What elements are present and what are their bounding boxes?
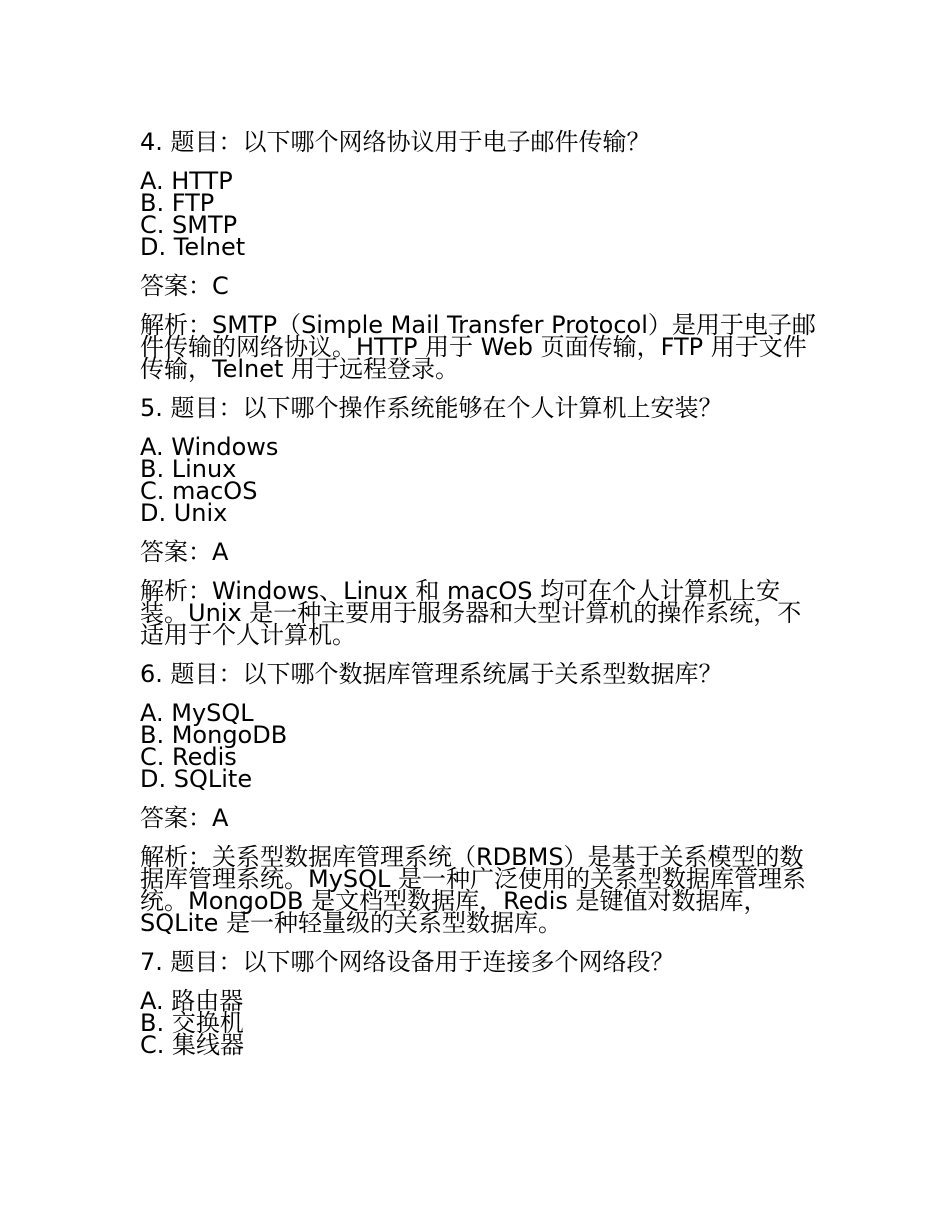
option-item: C. SMTP [140, 211, 238, 239]
option-item: A. 路由器 [140, 987, 244, 1015]
question-7-title: 7. 题目：以下哪个网络设备用于连接多个网络段？ [140, 948, 675, 976]
option-item: A. MySQL [140, 699, 254, 727]
option-item: C. Redis [140, 743, 237, 771]
question-6-explanation: 解析：关系型数据库管理系统（RDBMS）是基于关系模型的数据库管理系统。MySQL 是一种广泛使用的关系型数据库管理系统。MongoDB 是文档型数据库，Redis 是键值对数据库，SQLite 是一种轻量级的关系型数据库。 [140, 843, 807, 937]
question-6-options [140, 699, 820, 793]
question-4-answer: 答案：C [140, 272, 229, 300]
option-item: B. 交换机 [140, 1009, 244, 1037]
question-7-options [140, 987, 820, 1059]
question-4-explanation: 解析：SMTP（Simple Mail Transfer Protocol）是用于电子邮件传输的网络协议。HTTP 用于 Web 页面传输，FTP 用于文件传输，Telnet 用于远程登录。 [140, 311, 816, 383]
option-item: B. Linux [140, 455, 237, 483]
question-4-title: 4. 题目：以下哪个网络协议用于电子邮件传输？ [140, 128, 651, 156]
document-page [140, 126, 820, 1068]
question-6-answer: 答案：A [140, 804, 229, 832]
question-5-options [140, 433, 820, 527]
option-item: A. HTTP [140, 167, 233, 195]
question-5-answer: 答案：A [140, 538, 229, 566]
question-5-title: 5. 题目：以下哪个操作系统能够在个人计算机上安装？ [140, 394, 723, 422]
option-item: D. Telnet [140, 233, 246, 261]
option-item: C. 集线器 [140, 1031, 245, 1059]
option-item: C. macOS [140, 477, 258, 505]
option-item: A. Windows [140, 433, 279, 461]
question-4-options [140, 167, 820, 261]
option-item: B. MongoDB [140, 721, 288, 749]
question-6-title: 6. 题目：以下哪个数据库管理系统属于关系型数据库？ [140, 660, 723, 688]
option-item: B. FTP [140, 189, 215, 217]
option-item: D. Unix [140, 499, 228, 527]
question-5-explanation: 解析：Windows、Linux 和 macOS 均可在个人计算机上安装。Unix 是一种主要用于服务器和大型计算机的操作系统，不适用于个人计算机。 [140, 577, 802, 649]
option-item: D. SQLite [140, 765, 253, 793]
